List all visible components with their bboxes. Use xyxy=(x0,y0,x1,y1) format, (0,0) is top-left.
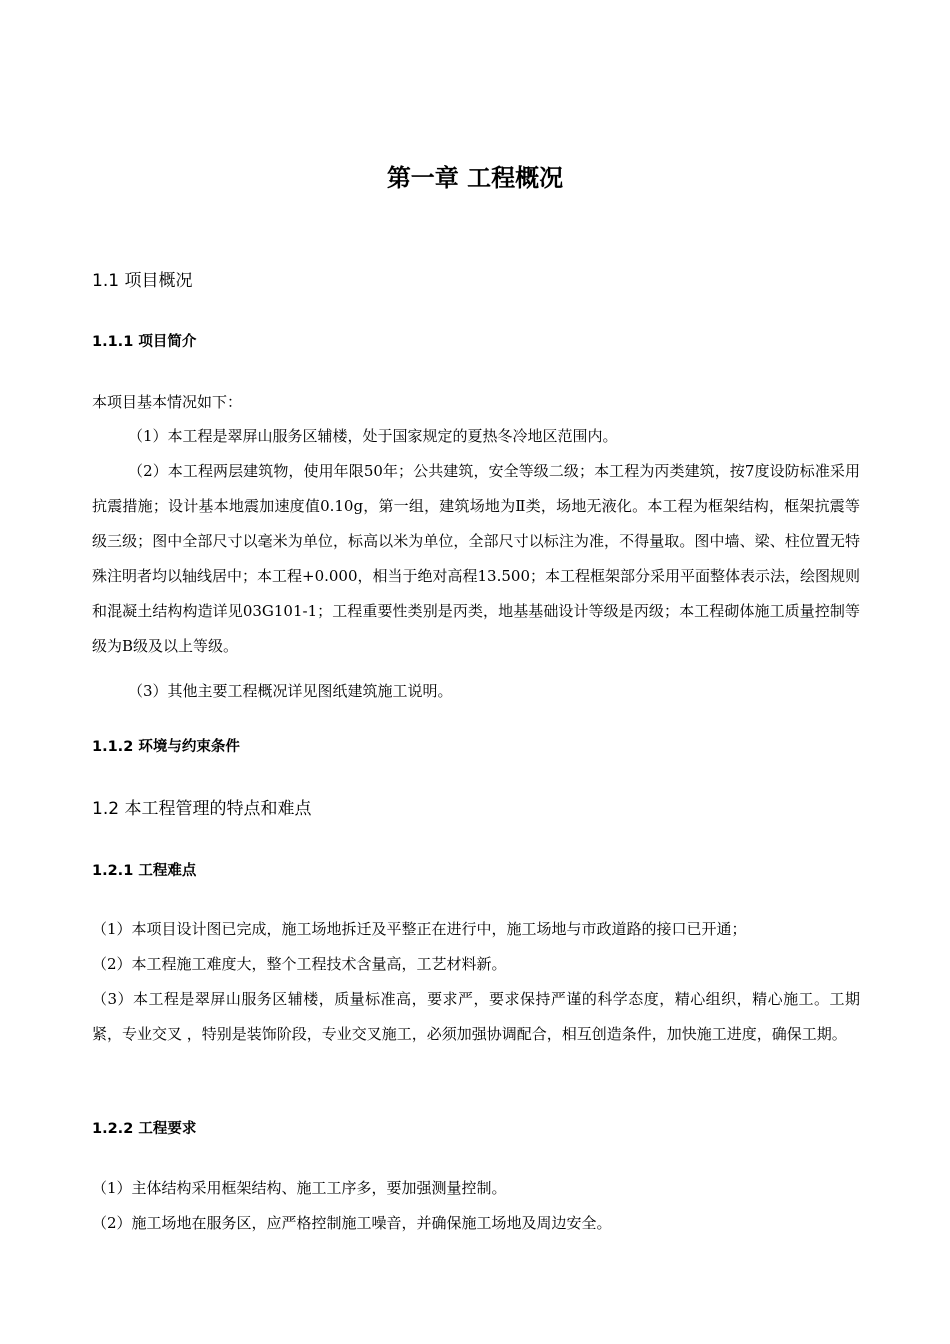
requirement-item-2: （2）施工场地在服务区，应严格控制施工噪音，并确保施工场地及周边安全。 xyxy=(92,1214,612,1232)
difficulty-item-3: （3）本工程是翠屏山服务区辅楼，质量标准高，要求严，要求保持严谨的科学态度，精心组织，精心施工。工期紧，专业交叉 ，特别是装饰阶段，专业交叉施工，必须加强协调配合，相互创造条件，加快施工进度，确保工期。 xyxy=(92,990,860,1043)
chapter-title: 第一章 工程概况 xyxy=(386,164,564,192)
requirement-item-1: （1）主体结构采用框架结构、施工工序多，要加强测量控制。 xyxy=(92,1179,507,1197)
paragraph-item-3: （3）其他主要工程概况详见图纸建筑施工说明。 xyxy=(128,682,453,700)
section-heading-1-1-2: 1.1.2 环境与约束条件 xyxy=(92,739,240,755)
intro-text: 本项目基本情况如下： xyxy=(92,393,243,411)
paragraph-item-1: （1）本工程是翠屏山服务区辅楼，处于国家规定的夏热冬冷地区范围内。 xyxy=(128,427,618,445)
section-heading-1-1: 1.1 项目概况 xyxy=(92,271,193,291)
section-heading-1-1-1: 1.1.1 项目简介 xyxy=(92,334,197,350)
difficulty-item-1: （1）本项目设计图已完成，施工场地拆迁及平整正在进行中，施工场地与市政道路的接口已开通； xyxy=(92,920,747,938)
section-heading-1-2-2: 1.2.2 工程要求 xyxy=(92,1121,197,1137)
difficulty-item-2: （2）本工程施工难度大，整个工程技术含量高，工艺材料新。 xyxy=(92,955,507,973)
section-heading-1-2: 1.2 本工程管理的特点和难点 xyxy=(92,799,312,819)
section-heading-1-2-1: 1.2.1 工程难点 xyxy=(92,863,197,879)
paragraph-item-2: （2）本工程两层建筑物，使用年限50年；公共建筑，安全等级二级；本工程为丙类建筑，按7度设防标准采用抗震措施；设计基本地震加速度值0.10g，第一组，建筑场地为Ⅱ类，场地无液化。本工程为框架结构，框架抗震等级三级；图中全部尺寸以毫米为单位，标高以米为单位，全部尺寸以标注为准，不得量取。图中墙、梁、柱位置无特殊注明者均以轴线居中；本工程+0.000，相当于绝对高程13.500；本工程框架部分采用平面整体表示法，绘图规则和混凝土结构构造详见03G101-1；工程重要性类别是丙类，地基基础设计等级是丙级；本工程砌体施工质量控制等级为B级及以上等级。 xyxy=(92,462,861,655)
